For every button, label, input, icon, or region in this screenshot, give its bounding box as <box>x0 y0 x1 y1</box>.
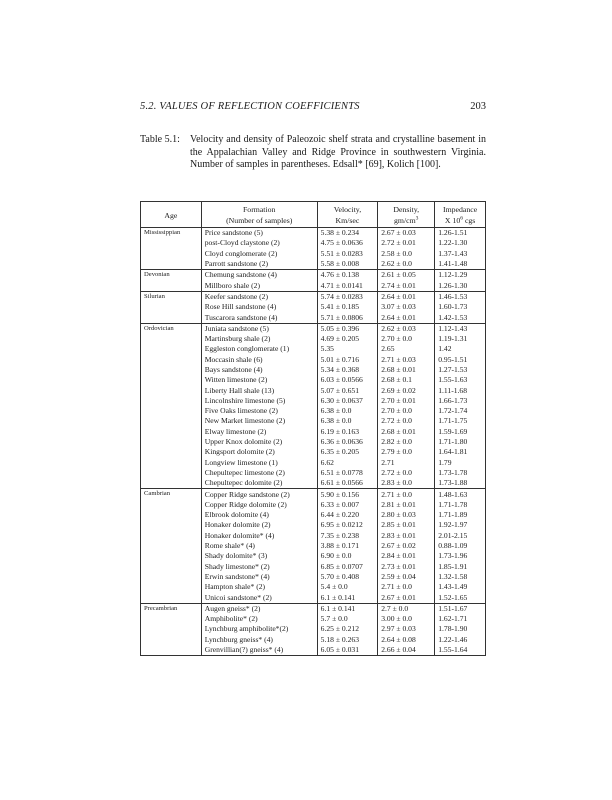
formation-cell: Parrott sandstone (2) <box>201 259 317 270</box>
table-row <box>141 510 486 520</box>
table-row <box>141 406 486 416</box>
table-row <box>141 603 486 614</box>
velocity-cell: 6.90 ± 0.0 <box>317 551 378 561</box>
density-cell: 2.70 ± 0.0 <box>378 334 435 344</box>
formation-cell: Augen gneiss* (2) <box>201 603 317 614</box>
formation-cell: Price sandstone (5) <box>201 228 317 239</box>
density-cell: 2.64 ± 0.01 <box>378 291 435 302</box>
formation-cell: Lynchburg gneiss* (4) <box>201 635 317 645</box>
table-header-row <box>141 202 486 228</box>
age-cell: Ordovician <box>141 323 202 334</box>
age-cell <box>141 238 202 248</box>
age-cell <box>141 468 202 478</box>
impedance-cell: 1.78-1.90 <box>435 624 486 634</box>
impedance-cell: 1.73-1.96 <box>435 551 486 561</box>
table-row <box>141 334 486 344</box>
age-cell <box>141 385 202 395</box>
velocity-cell: 5.70 ± 0.408 <box>317 572 378 582</box>
age-cell: Silurian <box>141 291 202 302</box>
age-cell <box>141 437 202 447</box>
velocity-cell: 6.35 ± 0.205 <box>317 447 378 457</box>
formation-cell: Juniata sandstone (5) <box>201 323 317 334</box>
density-cell: 2.58 ± 0.0 <box>378 249 435 259</box>
impedance-cell: 1.22-1.46 <box>435 635 486 645</box>
age-cell <box>141 416 202 426</box>
velocity-cell: 6.95 ± 0.0212 <box>317 520 378 530</box>
age-cell <box>141 302 202 312</box>
velocity-cell: 6.85 ± 0.0707 <box>317 562 378 572</box>
velocity-cell: 6.36 ± 0.0636 <box>317 437 378 447</box>
impedance-cell: 1.19-1.31 <box>435 334 486 344</box>
density-cell: 2.82 ± 0.0 <box>378 437 435 447</box>
impedance-cell: 1.43-1.49 <box>435 582 486 592</box>
density-cell: 2.64 ± 0.08 <box>378 635 435 645</box>
velocity-cell: 4.76 ± 0.138 <box>317 270 378 281</box>
table-row <box>141 312 486 323</box>
formation-cell: Shady limestone* (2) <box>201 562 317 572</box>
formation-cell: Martinsburg shale (2) <box>201 334 317 344</box>
age-cell: Mississippian <box>141 228 202 239</box>
impedance-cell: 1.26-1.30 <box>435 280 486 291</box>
velocity-cell: 5.71 ± 0.0806 <box>317 312 378 323</box>
velocity-cell: 6.61 ± 0.0566 <box>317 478 378 489</box>
table-body <box>141 228 486 656</box>
velocity-cell: 5.07 ± 0.651 <box>317 385 378 395</box>
impedance-cell: 1.55-1.64 <box>435 645 486 656</box>
impedance-cell: 1.46-1.53 <box>435 291 486 302</box>
formation-cell: Honaker dolomite (2) <box>201 520 317 530</box>
formation-cell: Keefer sandstone (2) <box>201 291 317 302</box>
velocity-cell: 6.25 ± 0.212 <box>317 624 378 634</box>
velocity-cell: 6.30 ± 0.0637 <box>317 396 378 406</box>
formation-cell: Honaker dolomite* (4) <box>201 531 317 541</box>
formation-cell: Rome shale* (4) <box>201 541 317 551</box>
formation-cell: Tuscarora sandstone (4) <box>201 312 317 323</box>
table-row <box>141 323 486 334</box>
density-cell: 2.84 ± 0.01 <box>378 551 435 561</box>
table-row <box>141 624 486 634</box>
impedance-cell: 1.71-1.80 <box>435 437 486 447</box>
table-row <box>141 562 486 572</box>
impedance-cell: 1.41-1.48 <box>435 259 486 270</box>
age-cell <box>141 396 202 406</box>
table-row <box>141 344 486 354</box>
age-cell <box>141 500 202 510</box>
impedance-cell: 1.11-1.68 <box>435 385 486 395</box>
table-row <box>141 228 486 239</box>
table-row <box>141 385 486 395</box>
table-row <box>141 270 486 281</box>
density-cell: 2.67 ± 0.01 <box>378 592 435 603</box>
density-cell: 2.71 ± 0.0 <box>378 582 435 592</box>
caption-text: Velocity and density of Paleozoic shelf strata and crystalline basement in the Appalachian Valley and Ridge Province in southwestern Virginia. Number of samples in parentheses. Edsall* [69], Kolich [100]. <box>190 134 486 170</box>
table-row <box>141 249 486 259</box>
impedance-cell: 1.42 <box>435 344 486 354</box>
density-cell: 2.71 ± 0.03 <box>378 355 435 365</box>
formation-cell: Chepultepec dolomite (2) <box>201 478 317 489</box>
age-cell: Devonian <box>141 270 202 281</box>
velocity-cell: 3.88 ± 0.171 <box>317 541 378 551</box>
table-row <box>141 614 486 624</box>
velocity-cell: 6.19 ± 0.163 <box>317 427 378 437</box>
impedance-cell: 1.26-1.51 <box>435 228 486 239</box>
formation-cell: Rose Hill sandstone (4) <box>201 302 317 312</box>
impedance-cell: 1.42-1.53 <box>435 312 486 323</box>
table-row <box>141 541 486 551</box>
impedance-cell: 1.22-1.30 <box>435 238 486 248</box>
table-row <box>141 447 486 457</box>
impedance-cell: 1.71-1.89 <box>435 510 486 520</box>
density-cell: 2.80 ± 0.03 <box>378 510 435 520</box>
age-cell <box>141 582 202 592</box>
age-cell <box>141 355 202 365</box>
formation-cell: Millboro shale (2) <box>201 280 317 291</box>
density-cell: 2.67 ± 0.03 <box>378 228 435 239</box>
table-row <box>141 302 486 312</box>
formation-cell: Shady dolomite* (3) <box>201 551 317 561</box>
impedance-cell: 1.92-1.97 <box>435 520 486 530</box>
density-cell: 2.71 <box>378 458 435 468</box>
formation-cell: Hampton shale* (2) <box>201 582 317 592</box>
density-cell: 2.83 ± 0.0 <box>378 478 435 489</box>
table-row <box>141 551 486 561</box>
formation-cell: Moccasin shale (6) <box>201 355 317 365</box>
table-row <box>141 437 486 447</box>
age-cell <box>141 280 202 291</box>
age-cell <box>141 312 202 323</box>
velocity-cell: 6.44 ± 0.220 <box>317 510 378 520</box>
impedance-cell: 1.52-1.65 <box>435 592 486 603</box>
impedance-cell: 0.95-1.51 <box>435 355 486 365</box>
formation-cell: Amphibolite* (2) <box>201 614 317 624</box>
table-row <box>141 458 486 468</box>
impedance-cell: 1.51-1.67 <box>435 603 486 614</box>
velocity-cell: 5.51 ± 0.0283 <box>317 249 378 259</box>
running-header <box>140 101 486 115</box>
formation-cell: Cloyd conglomerate (2) <box>201 249 317 259</box>
table-row <box>141 572 486 582</box>
age-cell <box>141 478 202 489</box>
density-cell: 2.72 ± 0.0 <box>378 416 435 426</box>
header-formation: Formation (Number of samples) <box>201 202 317 228</box>
velocity-cell: 6.33 ± 0.007 <box>317 500 378 510</box>
velocity-cell: 6.03 ± 0.0566 <box>317 375 378 385</box>
formation-cell: Grenvillian(?) gneiss* (4) <box>201 645 317 656</box>
formation-cell: Witten limestone (2) <box>201 375 317 385</box>
age-cell <box>141 375 202 385</box>
formation-cell: Chepultepec limestone (2) <box>201 468 317 478</box>
table-row <box>141 427 486 437</box>
formation-cell: Lincolnshire limestone (5) <box>201 396 317 406</box>
density-cell: 2.70 ± 0.0 <box>378 406 435 416</box>
impedance-cell: 1.73-1.88 <box>435 478 486 489</box>
impedance-cell: 1.37-1.43 <box>435 249 486 259</box>
header-impedance: Impedance X $10^6$ cgs <box>435 202 486 228</box>
velocity-cell: 5.58 ± 0.008 <box>317 259 378 270</box>
age-cell <box>141 624 202 634</box>
table-row <box>141 531 486 541</box>
impedance-cell: 1.62-1.71 <box>435 614 486 624</box>
density-cell: 2.74 ± 0.01 <box>378 280 435 291</box>
table-row <box>141 355 486 365</box>
table-row <box>141 416 486 426</box>
formation-cell: Elway limestone (2) <box>201 427 317 437</box>
page-number: 203 <box>470 101 486 112</box>
age-cell <box>141 645 202 656</box>
density-cell: 2.59 ± 0.04 <box>378 572 435 582</box>
density-cell: 2.79 ± 0.0 <box>378 447 435 457</box>
table-row <box>141 238 486 248</box>
age-cell: Cambrian <box>141 489 202 500</box>
density-cell: 2.61 ± 0.05 <box>378 270 435 281</box>
table-row <box>141 259 486 270</box>
impedance-cell: 1.27-1.53 <box>435 365 486 375</box>
density-cell: 2.68 ± 0.01 <box>378 365 435 375</box>
velocity-cell: 5.18 ± 0.263 <box>317 635 378 645</box>
velocity-cell: 5.4 ± 0.0 <box>317 582 378 592</box>
age-cell <box>141 572 202 582</box>
table-row <box>141 520 486 530</box>
impedance-cell: 1.12-1.43 <box>435 323 486 334</box>
velocity-cell: 5.41 ± 0.185 <box>317 302 378 312</box>
density-cell: 2.62 ± 0.0 <box>378 259 435 270</box>
impedance-cell: 1.59-1.69 <box>435 427 486 437</box>
density-cell: 2.68 ± 0.01 <box>378 427 435 437</box>
velocity-cell: 5.7 ± 0.0 <box>317 614 378 624</box>
density-cell: 2.67 ± 0.02 <box>378 541 435 551</box>
age-cell <box>141 635 202 645</box>
formation-cell: Elbrook dolomite (4) <box>201 510 317 520</box>
velocity-cell: 6.05 ± 0.031 <box>317 645 378 656</box>
impedance-cell: 1.71-1.75 <box>435 416 486 426</box>
impedance-cell: 1.71-1.78 <box>435 500 486 510</box>
table-row <box>141 468 486 478</box>
formation-cell: Bays sandstone (4) <box>201 365 317 375</box>
formation-cell: New Market limestone (2) <box>201 416 317 426</box>
formation-cell: Upper Knox dolomite (2) <box>201 437 317 447</box>
density-cell: 2.66 ± 0.04 <box>378 645 435 656</box>
velocity-cell: 5.74 ± 0.0283 <box>317 291 378 302</box>
density-cell: 3.07 ± 0.03 <box>378 302 435 312</box>
velocity-cell: 6.1 ± 0.141 <box>317 603 378 614</box>
age-cell <box>141 406 202 416</box>
age-cell: Precambrian <box>141 603 202 614</box>
table-row <box>141 280 486 291</box>
density-cell: 2.72 ± 0.0 <box>378 468 435 478</box>
velocity-cell: 5.35 <box>317 344 378 354</box>
table-row <box>141 365 486 375</box>
formation-cell: Five Oaks limestone (2) <box>201 406 317 416</box>
formation-cell: Unicoi sandstone* (2) <box>201 592 317 603</box>
density-cell: 2.85 ± 0.01 <box>378 520 435 530</box>
density-cell: 2.70 ± 0.01 <box>378 396 435 406</box>
impedance-cell: 1.64-1.81 <box>435 447 486 457</box>
formation-cell: Eggleston conglomerate (1) <box>201 344 317 354</box>
density-cell: 2.64 ± 0.01 <box>378 312 435 323</box>
formation-cell: Lynchburg amphibolite*(2) <box>201 624 317 634</box>
density-cell: 2.68 ± 0.1 <box>378 375 435 385</box>
section-title: 5.2. VALUES OF REFLECTION COEFFICIENTS <box>140 101 360 112</box>
age-cell <box>141 551 202 561</box>
density-cell: 2.81 ± 0.01 <box>378 500 435 510</box>
age-cell <box>141 447 202 457</box>
age-cell <box>141 458 202 468</box>
density-cell: 2.7 ± 0.0 <box>378 603 435 614</box>
age-cell <box>141 531 202 541</box>
table-row <box>141 489 486 500</box>
velocity-cell: 6.51 ± 0.0778 <box>317 468 378 478</box>
velocity-cell: 4.69 ± 0.205 <box>317 334 378 344</box>
impedance-cell: 1.55-1.63 <box>435 375 486 385</box>
header-density: Density, $gm/cm^3$ <box>378 202 435 228</box>
table-row <box>141 592 486 603</box>
velocity-cell: 4.75 ± 0.0636 <box>317 238 378 248</box>
age-cell <box>141 592 202 603</box>
table-caption <box>140 134 486 172</box>
table-row <box>141 645 486 656</box>
impedance-cell: 1.79 <box>435 458 486 468</box>
velocity-cell: 5.38 ± 0.234 <box>317 228 378 239</box>
velocity-cell: 7.35 ± 0.238 <box>317 531 378 541</box>
age-cell <box>141 365 202 375</box>
velocity-cell: 6.38 ± 0.0 <box>317 416 378 426</box>
table-row <box>141 635 486 645</box>
formation-cell: post-Cloyd claystone (2) <box>201 238 317 248</box>
density-cell: 2.71 ± 0.0 <box>378 489 435 500</box>
age-cell <box>141 562 202 572</box>
impedance-cell: 1.72-1.74 <box>435 406 486 416</box>
density-cell: 2.62 ± 0.03 <box>378 323 435 334</box>
density-cell: 2.72 ± 0.01 <box>378 238 435 248</box>
formation-cell: Copper Ridge sandstone (2) <box>201 489 317 500</box>
age-cell <box>141 510 202 520</box>
velocity-cell: 5.01 ± 0.716 <box>317 355 378 365</box>
table-row <box>141 396 486 406</box>
impedance-cell: 1.73-1.78 <box>435 468 486 478</box>
velocity-cell: 6.1 ± 0.141 <box>317 592 378 603</box>
formation-cell: Chemung sandstone (4) <box>201 270 317 281</box>
formation-cell: Liberty Hall shale (13) <box>201 385 317 395</box>
age-cell <box>141 520 202 530</box>
density-cell: 3.00 ± 0.0 <box>378 614 435 624</box>
formation-cell: Erwin sandstone* (4) <box>201 572 317 582</box>
impedance-cell: 2.01-2.15 <box>435 531 486 541</box>
impedance-cell: 1.60-1.73 <box>435 302 486 312</box>
age-cell <box>141 249 202 259</box>
table-row <box>141 582 486 592</box>
formation-cell: Longview limestone (1) <box>201 458 317 468</box>
table-row <box>141 291 486 302</box>
age-cell <box>141 344 202 354</box>
caption-label: Table 5.1: <box>140 134 180 145</box>
velocity-cell: 5.05 ± 0.396 <box>317 323 378 334</box>
age-cell <box>141 427 202 437</box>
table-row <box>141 500 486 510</box>
table-row <box>141 375 486 385</box>
impedance-cell: 1.32-1.58 <box>435 572 486 582</box>
impedance-cell: 0.88-1.09 <box>435 541 486 551</box>
velocity-cell: 5.34 ± 0.368 <box>317 365 378 375</box>
data-table <box>140 201 486 656</box>
age-cell <box>141 259 202 270</box>
density-cell: 2.73 ± 0.01 <box>378 562 435 572</box>
age-cell <box>141 614 202 624</box>
velocity-cell: 5.90 ± 0.156 <box>317 489 378 500</box>
formation-cell: Copper Ridge dolomite (2) <box>201 500 317 510</box>
table-row <box>141 478 486 489</box>
density-cell: 2.83 ± 0.01 <box>378 531 435 541</box>
age-cell <box>141 541 202 551</box>
header-velocity: Velocity, Km/sec <box>317 202 378 228</box>
impedance-cell: 1.48-1.63 <box>435 489 486 500</box>
impedance-cell: 1.85-1.91 <box>435 562 486 572</box>
density-cell: 2.97 ± 0.03 <box>378 624 435 634</box>
velocity-cell: 4.71 ± 0.0141 <box>317 280 378 291</box>
velocity-cell: 6.62 <box>317 458 378 468</box>
density-cell: 2.69 ± 0.02 <box>378 385 435 395</box>
impedance-cell: 1.12-1.29 <box>435 270 486 281</box>
impedance-cell: 1.66-1.73 <box>435 396 486 406</box>
age-cell <box>141 334 202 344</box>
velocity-cell: 6.38 ± 0.0 <box>317 406 378 416</box>
formation-cell: Kingsport dolomite (2) <box>201 447 317 457</box>
header-age: Age <box>141 202 202 228</box>
density-cell: 2.65 <box>378 344 435 354</box>
